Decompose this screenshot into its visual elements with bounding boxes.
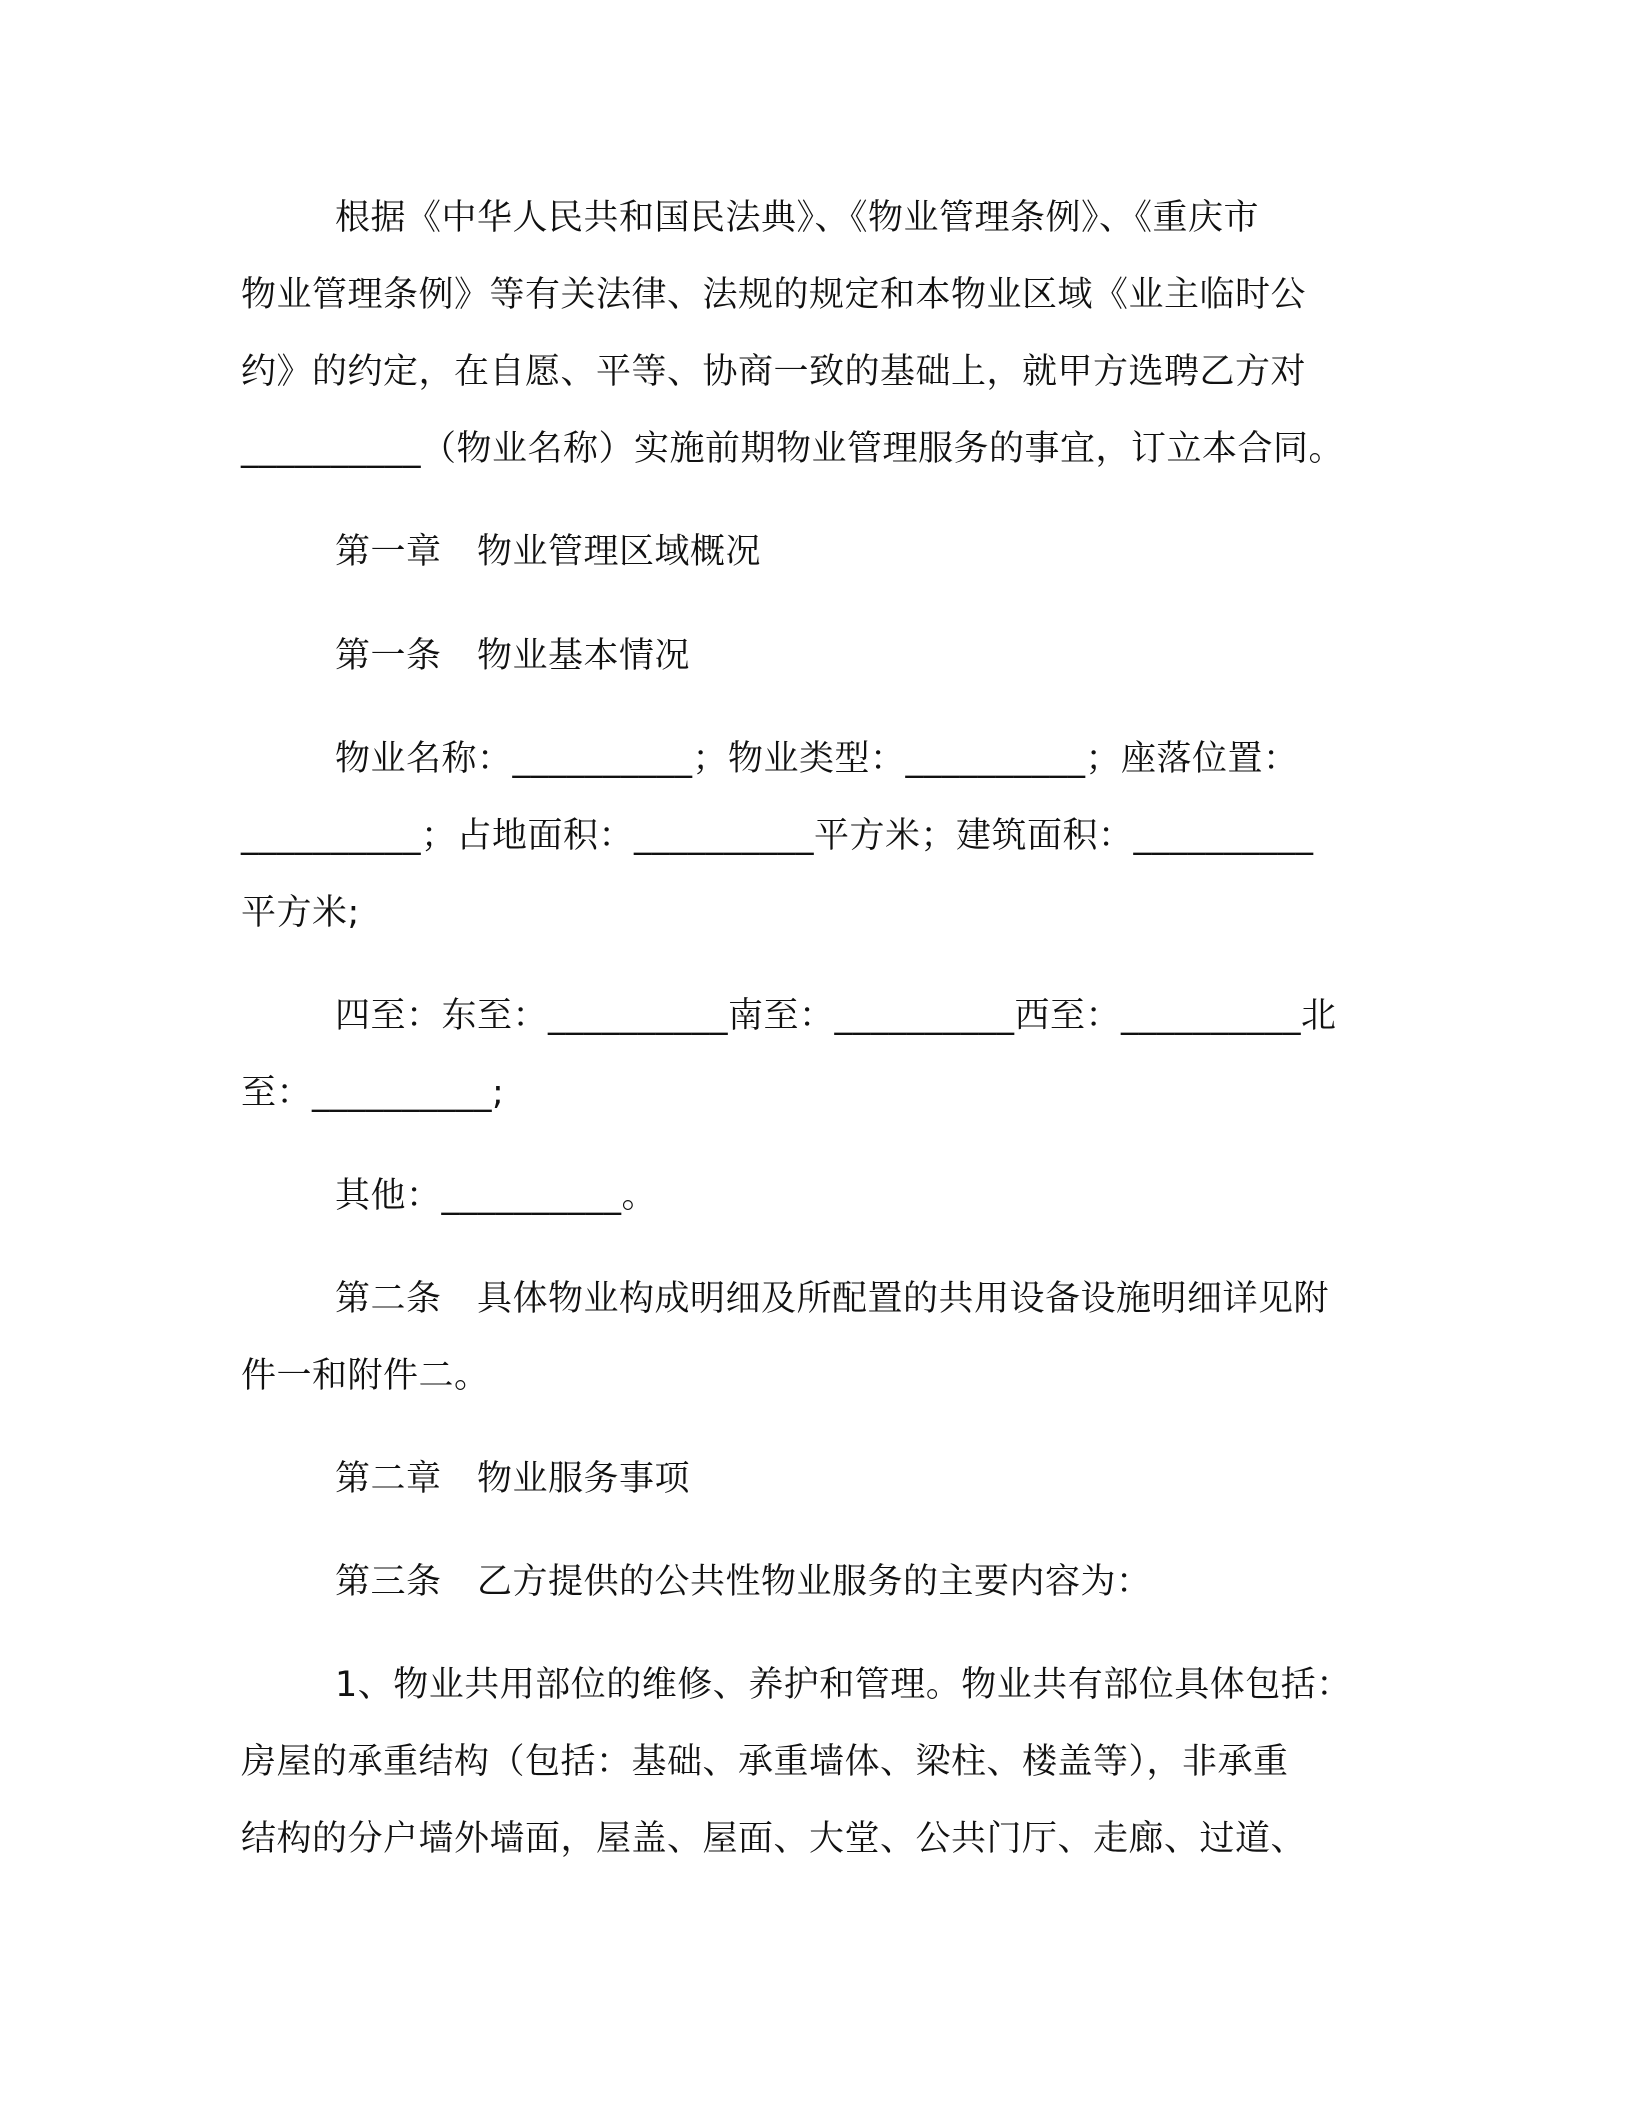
article-1-heading: 第一条 物业基本情况	[335, 636, 691, 676]
intro-line-1: 根据《中华人民共和国民法典》、《物业管理条例》、《重庆市	[335, 198, 1260, 238]
item-1-line-1: 1、物业共用部位的维修、养护和管理。物业共有部位具体包括：	[335, 1665, 1352, 1705]
other-line: 其他：__________。	[335, 1176, 658, 1216]
chapter-1-heading: 第一章 物业管理区域概况	[335, 532, 762, 572]
intro-line-4: __________（物业名称）实施前期物业管理服务的事宜，订立本合同。	[241, 429, 1345, 469]
item-1-line-3: 结构的分户墙外墙面，屋盖、屋面、大堂、公共门厅、走廊、过道、	[241, 1819, 1307, 1859]
boundaries-line-1: 四至：东至：__________南至：__________西至：__________北	[335, 996, 1337, 1036]
property-info-line-1: 物业名称：__________；物业类型：__________；座落位置：	[335, 739, 1299, 779]
boundaries-line-2: 至：__________;	[241, 1073, 505, 1113]
property-info-line-3: 平方米;	[241, 893, 360, 933]
article-2-line-2: 件一和附件二。	[241, 1356, 490, 1396]
item-1-line-2: 房屋的承重结构（包括：基础、承重墙体、梁柱、楼盖等），非承重	[241, 1742, 1289, 1782]
chapter-2-heading: 第二章 物业服务事项	[335, 1459, 691, 1499]
intro-line-2: 物业管理条例》等有关法律、法规的规定和本物业区域《业主临时公	[241, 275, 1307, 315]
article-2-line-1: 第二条 具体物业构成明细及所配置的共用设备设施明细详见附	[335, 1279, 1330, 1319]
property-info-line-2: __________；占地面积：__________平方米；建筑面积：__________	[241, 816, 1314, 856]
article-3-heading: 第三条 乙方提供的公共性物业服务的主要内容为：	[335, 1562, 1152, 1602]
intro-line-3: 约》的约定，在自愿、平等、协商一致的基础上，就甲方选聘乙方对	[241, 352, 1307, 392]
